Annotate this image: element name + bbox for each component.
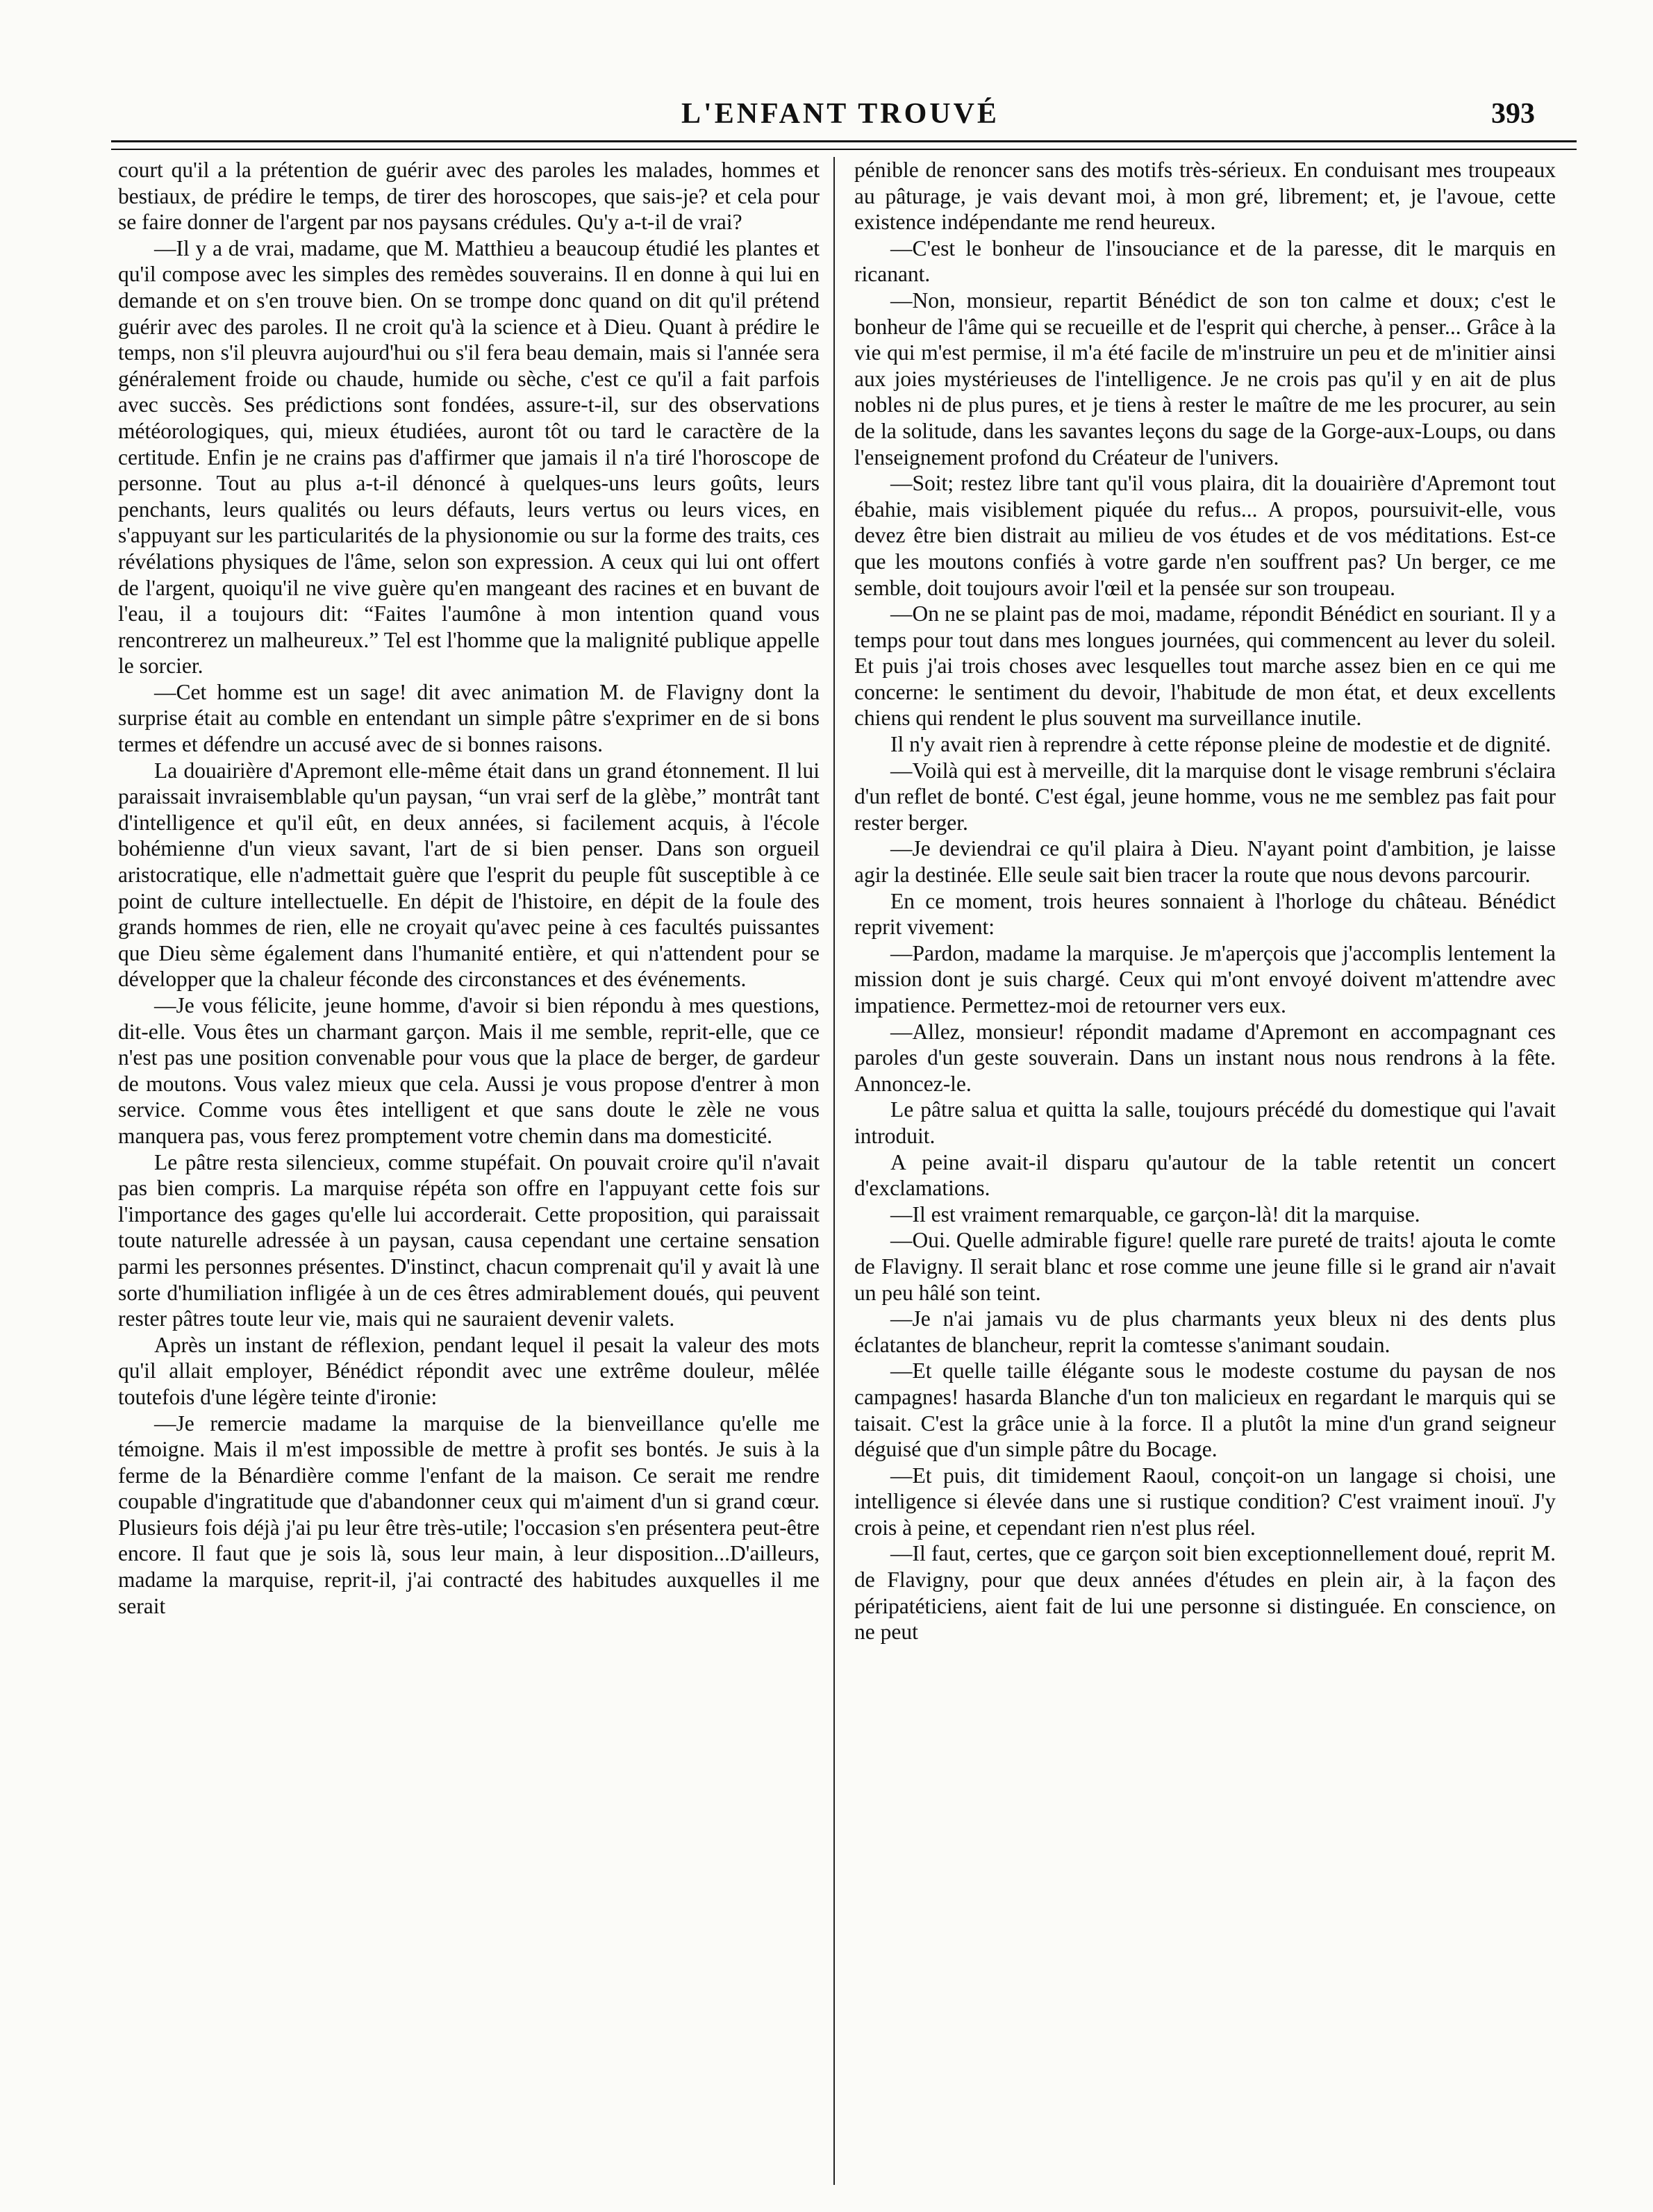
paragraph: Il n'y avait rien à reprendre à cette réponse pleine de modestie et de dignité.: [890, 732, 1552, 757]
paragraph: —Je remercie madame la marquise de la bienveillance qu'elle me témoigne. Mais il m'est impossible de mettre à profit ses bontés. Je suis à la ferme de la Bénardière comme l'enfant de la maison. Ce serait me rendre coupable d'ingratitude que d'abandonner ceux qui m'aiment d'un si grand cœur. Plusieurs fois déjà j'ai pu leur être très-utile; l'occasion s'en présentera peut-être encore. Il faut que je sois là, sous leur main, à leur disposition...D'ailleurs, madame la marquise, reprit-il, j'ai contracté des habitudes auxquelles il me serait: [118, 1411, 820, 1618]
running-header: [104, 97, 1577, 146]
paragraph: —Cet homme est un sage! dit avec animation M. de Flavigny dont la surprise était au comble en entendant un simple pâtre s'exprimer en de si bons termes et défendre un accusé avec de si bonnes raisons.: [118, 679, 820, 757]
paragraph: —Il faut, certes, que ce garçon soit bien exceptionnellement doué, reprit M. de Flavigny, pour que deux années d'études en plein air, à la façon des péripatéticiens, aient fait de lui une personne si distinguée. En conscience, on ne peut: [854, 1541, 1556, 1645]
paragraph: A peine avait-il disparu qu'autour de la table retentit un concert d'exclamations.: [854, 1149, 1556, 1201]
paragraph: —Je n'ai jamais vu de plus charmants yeux bleux ni des dents plus éclatantes de blancheur, reprit la comtesse s'animant soudain.: [854, 1306, 1556, 1357]
paragraph: En ce moment, trois heures sonnaient à l'horloge du château. Bénédict reprit vivement:: [854, 888, 1556, 940]
paragraph: —Et quelle taille élégante sous le modeste costume du paysan de nos campagnes! hasarda Blanche d'un ton malicieux en regardant le marquis qui se taisait. C'est la grâce unie à la force. Il a plutôt la mine d'un grand seigneur déguisé que d'un simple pâtre du Bocage.: [854, 1358, 1556, 1462]
left-column: [118, 157, 820, 2185]
paragraph: Le pâtre salua et quitta la salle, toujours précédé du domestique qui l'avait introduit.: [854, 1097, 1556, 1148]
newspaper-page: [104, 63, 1577, 2188]
paragraph: —Je deviendrai ce qu'il plaira à Dieu. N'ayant point d'ambition, je laisse agir la destinée. Elle seule sait bien tracer la route que nous devons parcourir.: [854, 836, 1556, 888]
right-column: [854, 157, 1556, 2185]
paragraph: —Il est vraiment remarquable, ce garçon-là! dit la marquise.: [890, 1201, 1420, 1226]
paragraph: —Non, monsieur, repartit Bénédict de son ton calme et doux; c'est le bonheur de l'âme qui se recueille et de l'esprit qui cherche, à penser... Grâce à la vie qui m'est permise, il m'a été facile de m'instruire un peu et de m'initier ainsi aux joies mystérieuses de l'intelligence. Je ne crois pas qu'il y en ait de plus nobles ni de plus pures, et je tiens à rester le maître de me les procurer, au sein de la solitude, dans les savantes leçons du sage de la Gorge-aux-Loups, ou dans l'enseignement profond du Créateur de l'univers.: [854, 288, 1556, 469]
paragraph: —Et puis, dit timidement Raoul, conçoit-on un langage si choisi, une intelligence si élevée dans une si rustique condition? C'est vraiment inouï. J'y crois à peine, et cependant rien n'est plus réel.: [854, 1463, 1556, 1540]
paragraph: court qu'il a la prétention de guérir avec des paroles les malades, hommes et bestiaux, de prédire le temps, de tirer des horoscopes, que sais-je? et cela pour se faire donner de l'argent par nos paysans crédules. Qu'y a-t-il de vrai?: [118, 158, 820, 235]
paragraph: —Oui. Quelle admirable figure! quelle rare pureté de traits! ajouta le comte de Flavigny. Il serait blanc et rose comme une jeune fille si le grand air n'avait un peu hâlé son teint.: [854, 1228, 1556, 1305]
paragraph: —On ne se plaint pas de moi, madame, répondit Bénédict en souriant. Il y a temps pour tout dans mes longues journées, qui commencent au lever du soleil. Et puis j'ai trois choses avec lesquelles tout marche assez bien en ce qui me concerne: le sentiment du devoir, l'habitude de mon état, et deux excellents chiens qui rendent le plus souvent ma surveillance inutile.: [854, 601, 1556, 731]
header-rule-thin: [111, 149, 1577, 150]
paragraph: La douairière d'Apremont elle-même était dans un grand étonnement. Il lui paraissait invraisemblable qu'un paysan, “un vrai serf de la glèbe,” montrât tant d'intelligence et qu'il eût, en deux années, si facilement acquis, à l'école bohémienne d'un vieux savant, l'art de si bien penser. Dans son orgueil aristocratique, elle n'admettait guère que l'esprit du peuple fût susceptible à ce point de culture intellectuelle. En dépit de l'histoire, en dépit de la foule des grands hommes de rien, elle ne croyait qu'avec peine à ces facultés puissantes que Dieu sème également dans l'humanité entière, et qui n'attendent pour se développer que la chaleur féconde des circonstances et des événements.: [118, 758, 820, 992]
paragraph: —Je vous félicite, jeune homme, d'avoir si bien répondu à mes questions, dit-elle. Vous êtes un charmant garçon. Mais il me semble, reprit-elle, que ce n'est pas une position convenable pour vous que la place de berger, de gardeur de moutons. Vous valez mieux que cela. Aussi je vous propose d'entrer à mon service. Comme vous êtes intelligent et que sans doute le zèle ne vous manquera pas, vous ferez promptement votre chemin dans ma domesticité.: [118, 993, 820, 1148]
running-title: L'ENFANT TROUVÉ: [681, 98, 999, 130]
paragraph: Le pâtre resta silencieux, comme stupéfait. On pouvait croire qu'il n'avait pas bien compris. La marquise répéta son offre en l'appuyant cette fois sur l'importance des gages qu'elle lui accorderait. Cette proposition, qui paraissait toute naturelle adressée à un paysan, causa cependant une certaine sensation parmi les personnes présentes. D'instinct, chacun comprenait qu'il y avait là une sorte d'humiliation infligée à un de ces êtres admirablement doués, qui peuvent rester pâtres toute leur vie, mais qui ne sauraient devenir valets.: [118, 1149, 820, 1331]
paragraph: —C'est le bonheur de l'insouciance et de la paresse, dit le marquis en ricanant.: [854, 235, 1556, 287]
paragraph: —Soit; restez libre tant qu'il vous plaira, dit la douairière d'Apremont tout ébahie, mais visiblement piquée du refus... A propos, poursuivit-elle, vous devez être bien distrait au milieu de vos études et de vos méditations. Est-ce que les moutons confiés à votre garde n'en souffrent pas? Un berger, ce me semble, doit toujours avoir l'œil et la pensée sur son troupeau.: [854, 471, 1556, 600]
column-divider: [833, 157, 835, 2185]
paragraph: —Allez, monsieur! répondit madame d'Apremont en accompagnant ces paroles d'un geste souverain. Dans un instant nous nous rendrons à la fête. Annoncez-le.: [854, 1019, 1556, 1096]
paragraph: —Voilà qui est à merveille, dit la marquise dont le visage rembruni s'éclaira d'un reflet de bonté. C'est égal, jeune homme, vous ne me semblez pas fait pour rester berger.: [854, 758, 1556, 835]
page-number: 393: [1491, 98, 1535, 130]
paragraph: pénible de renoncer sans des motifs très-sérieux. En conduisant mes troupeaux au pâturage, je vais devant moi, à mon gré, librement; et, je l'avoue, cette existence indépendante me rend heureux.: [854, 158, 1556, 235]
paragraph: —Pardon, madame la marquise. Je m'aperçois que j'accomplis lentement la mission dont je suis chargé. Ceux qui m'ont envoyé doivent m'attendre avec impatience. Permettez-moi de retourner vers eux.: [854, 940, 1556, 1017]
paragraph: Après un instant de réflexion, pendant lequel il pesait la valeur des mots qu'il allait employer, Bénédict répondit avec une extrême douleur, mêlée toutefois d'une légère teinte d'ironie:: [118, 1332, 820, 1409]
header-rule-thick: [111, 140, 1577, 142]
paragraph: —Il y a de vrai, madame, que M. Matthieu a beaucoup étudié les plantes et qu'il compose avec les simples des remèdes souverains. Il en donne à qui lui en demande et on s'en trouve bien. On se trompe donc quand on dit qu'il prétend guérir avec des paroles. Il ne croit qu'à la science et à Dieu. Quant à prédire le temps, non s'il pleuvra aujourd'hui ou s'il fera beau demain, mais si l'année sera généralement froide ou chaude, humide ou sèche, c'est ce qu'il a fait parfois avec succès. Ses prédictions sont fondées, assure-t-il, sur des observations météorologiques, qui, mieux étudiées, auront tôt ou tard le caractère de la certitude. Enfin je ne crains pas d'affirmer que jamais il n'a tiré l'horoscope de personne. Tout au plus a-t-il dénoncé à quelques-uns leurs goûts, leurs penchants, leurs qualités ou leurs défauts, leurs vertus ou leurs vices, en s'appuyant sur les particularités de la physionomie ou sur la forme des traits, ces révélations physiques de l'âme, selon son expression. A ceux qui lui ont offert de l'argent, quoiqu'il ne vive guère qu'en mangeant des racines et en buvant de l'eau, il a toujours dit: “Faites l'aumône à mon intention quand vous rencontrerez un malheureux.” Tel est l'homme que la malignité publique appelle le sorcier.: [118, 235, 820, 679]
